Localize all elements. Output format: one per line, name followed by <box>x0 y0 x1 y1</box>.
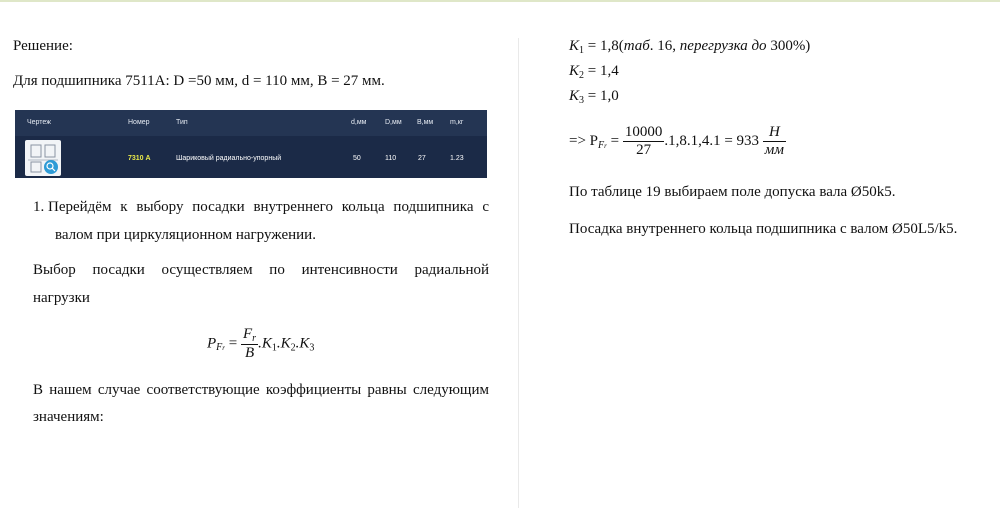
col-header-drawing: Чертеж <box>27 119 51 126</box>
bearing-table-image <box>15 110 487 178</box>
col-header-number: Номер <box>128 119 150 126</box>
paragraph2-line2: значениям: <box>33 409 104 425</box>
cell-D: 110 <box>385 155 397 162</box>
col-header-type: Тип <box>176 119 188 126</box>
list-item-line1: Перейдём к выбору посадки внутреннего кольца подшипника с <box>48 199 489 215</box>
cell-number: 7310 А <box>128 155 151 162</box>
cell-B: 27 <box>418 155 426 162</box>
load-intensity-formula: $P_{Fr}$ = $\frac{F_r}{B}$ $.K_1.K_2.K_3$ <box>207 326 315 361</box>
coefficient-k2: $K_2 = 1,4$ <box>569 63 619 81</box>
column-divider <box>518 38 519 508</box>
paragraph1-line1: Выбор посадки осуществляем по интенсивности радиальной <box>33 262 489 278</box>
cell-m: 1.23 <box>450 155 464 162</box>
coefficient-k3: $K_3 = 1,0$ <box>569 88 619 106</box>
col-header-d: d,мм <box>351 119 367 126</box>
list-item-line2: валом при циркуляционном нагружении. <box>55 227 316 243</box>
bearing-dimensions: Для подшипника 7511А: D =50 мм, d = 110 мм, B = 27 мм. <box>13 73 385 89</box>
paragraph2-line1: В нашем случае соответствующие коэффициенты равны следующим <box>33 382 489 398</box>
solution-heading: Решение: <box>13 38 73 54</box>
magnifier-icon <box>44 160 58 174</box>
zoom-icon[interactable] <box>44 160 58 174</box>
col-header-m: m,кг <box>450 119 464 126</box>
load-calculation-formula: => $P_{Fr}$ = $\frac{10000}{27}$ .1,8.1,4.1 = 933 $\frac{Н}{мм}$ <box>569 124 784 158</box>
list-item-number: 1. <box>33 199 45 215</box>
fit-line: Посадка внутреннего кольца подшипника с валом Ø50L5/k5. <box>569 221 958 237</box>
cell-type: Шариковый радиально-упорный <box>176 155 282 162</box>
paragraph1-line2: нагрузки <box>33 290 90 306</box>
col-header-B: B,мм <box>417 119 434 126</box>
tolerance-line: По таблице 19 выбираем поле допуска вала Ø50k5. <box>569 184 896 200</box>
coefficient-k1: $K_1 = 1,8(таб$. 16, перегрузка до 300%) <box>569 38 811 56</box>
col-header-D: D,мм <box>385 119 402 126</box>
cell-d: 50 <box>353 155 361 162</box>
top-border <box>0 0 1000 2</box>
